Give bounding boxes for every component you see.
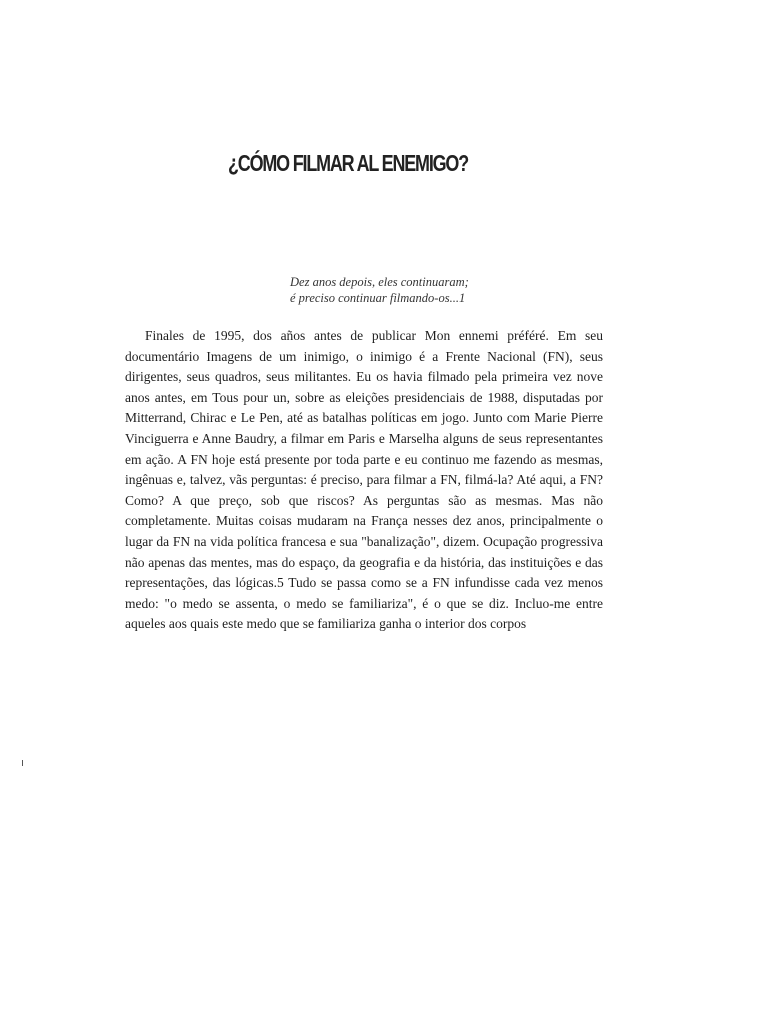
epigraph-line-1: Dez anos depois, eles continuaram;	[290, 275, 469, 289]
margin-mark	[22, 760, 23, 766]
body-paragraph: Finales de 1995, dos años antes de publicar Mon ennemi préféré. Em seu documentário Imagens de um inimigo, o inimigo é a Frente Nacional (FN), seus dirigentes, seus quadros, seus militantes. Eu os havia filmado pela primeira vez nove anos antes, em Tous pour un, sobre as eleições presidenciais de 1988, disputadas por Mitterrand, Chirac e Le Pen, até as batalhas políticas em jogo. Junto com Marie Pierre Vinciguerra e Anne Baudry, a filmar em Paris e Marselha alguns de seus representantes em ação. A FN hoje está presente por toda parte e eu continuo me fazendo as mesmas, ingênuas e, talvez, vãs perguntas: é preciso, para filmar a FN, filmá-la? Até aqui, a FN? Como? A que preço, sob que riscos? As perguntas são as mesmas. Mas não completamente. Muitas coisas mudaram na França nesses dez anos, principalmente o lugar da FN na vida política francesa e sua "banalização", dizem. Ocupação progressiva não apenas das mentes, mas do espaço, da geografia e da história, das instituições e das representações, das lógicas.5 Tudo se passa como se a FN infundisse cada vez menos medo: "o medo se assenta, o medo se familiariza", é o que se diz. Incluo-me entre aqueles aos quais este medo que se familiariza ganha o interior dos corpos	[125, 328, 603, 632]
epigraph	[290, 274, 670, 306]
epigraph-line-2: é preciso continuar filmando-os...1	[290, 291, 466, 305]
body-text	[125, 326, 603, 635]
chapter-title: ¿CÓMO FILMAR AL ENEMIGO?	[228, 150, 469, 176]
